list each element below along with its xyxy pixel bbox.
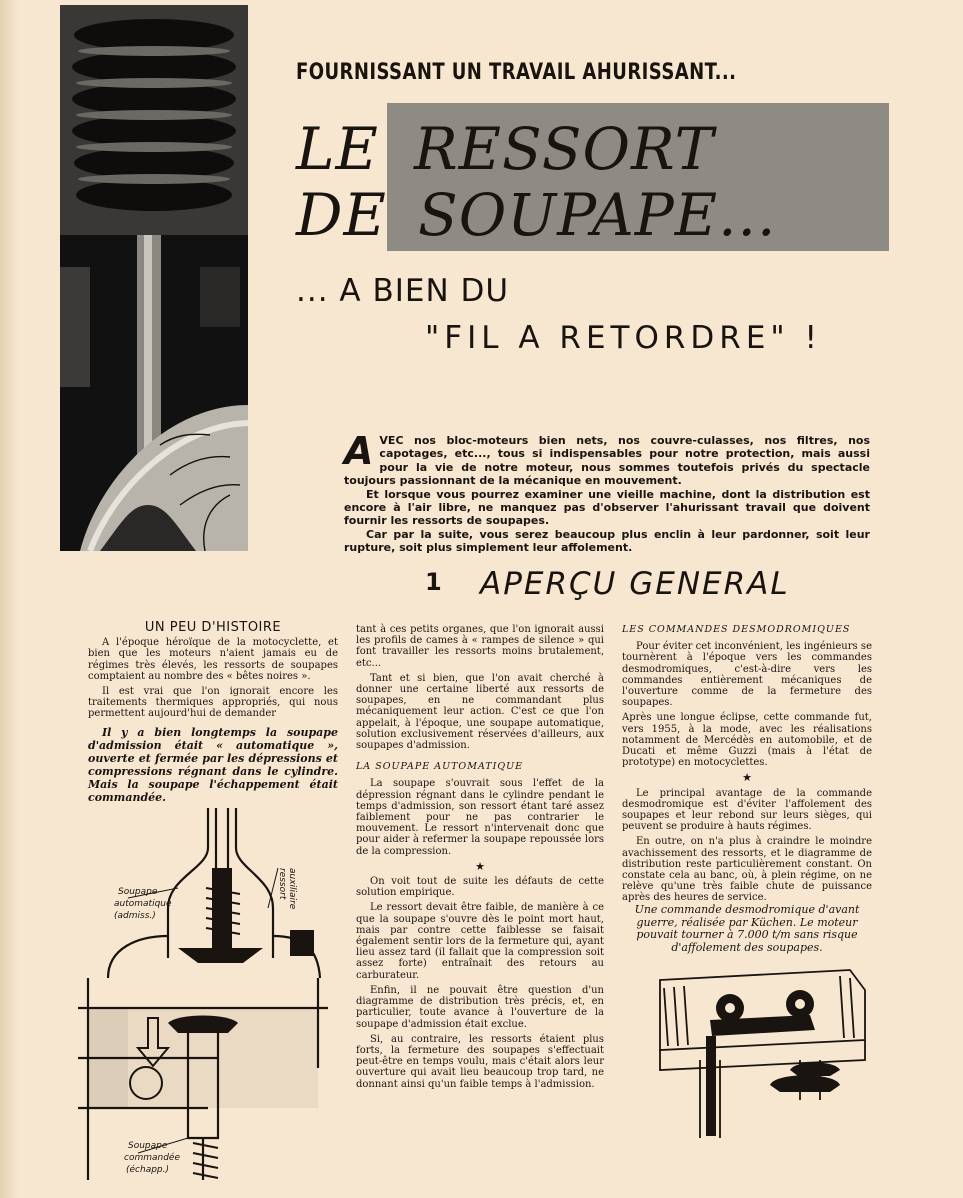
label-automatic-valve-2: automatique — [114, 899, 172, 909]
column-heading: UN PEU D'HISTOIRE — [144, 620, 282, 635]
drop-cap: A — [344, 429, 374, 473]
body-paragraph: tant à ces petits organes, que l'on ignorait aussi les profils de cames à « rampes de silence » qui font travailler les ressorts moins brutalement, etc... — [356, 624, 604, 669]
figure-caption: Il y a bien longtemps la soupape d'admission était « automatique », ouverte et fermée par les dépressions et compressions régnant dans le cylindre. Mais la soupape l'échappement était commandée. — [88, 725, 338, 804]
body-paragraph: Enfin, il ne pouvait être question d'un diagramme de distribution très précis, et, en particulier, toute avance à l'ouverture de la soupape d'admission était exclue. — [356, 984, 604, 1030]
label-automatic-valve: Soupape — [118, 887, 158, 897]
title-word-ressort: RESSORT — [414, 115, 715, 183]
body-paragraph: Après une longue éclipse, cette commande fut, vers 1955, à la mode, avec les réalisations notamment de Mercédès en automobile, et de Ducati et même Guzzi (mais à l'état de prototype) en motocyclettes. — [622, 712, 872, 769]
label-auxiliary-spring-2: auxiliaire — [287, 868, 297, 910]
column-history — [88, 622, 338, 808]
label-auxiliary-spring: ressort — [277, 868, 287, 900]
title-word-soupape: SOUPAPE... — [418, 181, 777, 249]
section-number: 1 — [425, 568, 442, 596]
column-automatic-valve — [356, 624, 604, 1094]
title-word-de: DE — [296, 181, 387, 249]
body-paragraph: A l'époque héroïque de la motocyclette, et bien que les moteurs n'aient jamais eu de régimes très élevés, les ressorts de soupapes comptaient au nombre des « bêtes noires ». — [88, 637, 338, 682]
label-commanded-valve-3: (échapp.) — [126, 1165, 170, 1175]
label-commanded-valve: Soupape — [128, 1141, 168, 1151]
body-paragraph: Le principal avantage de la commande desmodromique est d'éviter l'affolement des soupapes et leur rebond sur leurs sièges, qui peuvent se produire à hauts régimes. — [622, 787, 872, 833]
subtitle-line-1: ... A BIEN DU — [296, 273, 510, 309]
body-paragraph: La soupape s'ouvrait sous l'effet de la dépression régnant dans le cylindre pendant le temps d'admission, son ressort étant taré assez faiblement pour ne pas contrarier le mouvement. Le ressort n'intervenait donc que pour aider à refermer la soupape repoussée lors de la compression. — [356, 778, 604, 857]
separator-star: ★ — [742, 771, 752, 785]
label-automatic-valve-3: (admiss.) — [114, 911, 156, 921]
subtitle-line-2: "FIL A RETORDRE" ! — [425, 320, 822, 356]
page-edge — [0, 0, 18, 1198]
body-paragraph: En outre, on n'a plus à craindre le moindre avachissement des ressorts, et le diagramme de distribution reste particulièrement constant. On constate cela au banc, où, à plein régime, on ne relève qu'une très faible chute de puissance après des heures de service. — [622, 836, 872, 904]
automatic-valve-drawing — [68, 808, 338, 1180]
intro-paragraph: Et lorsque vous pourrez examiner une vieille machine, dont la distribution est encore à l'air libre, ne manquez pas d'observer l'ahurissant travail que doivent fournir les ressorts de soupapes. — [344, 487, 870, 528]
intro-paragraph: Car par la suite, vous serez beaucoup plus enclin à leur pardonner, soit leur rupture, soit plus simplement leur affolement. — [344, 527, 870, 555]
title-word-le: LE — [296, 115, 379, 183]
body-paragraph: Il est vrai que l'on ignorait encore les traitements thermiques appropriés, qui nous permettent aujourd'hui de demander — [88, 686, 338, 720]
column-desmodromic — [622, 624, 872, 908]
subsection-heading: LA SOUPAPE AUTOMATIQUE — [356, 761, 524, 773]
separator-star: ★ — [475, 859, 485, 873]
intro-paragraphs — [344, 429, 870, 555]
figure-caption-desmodromic: Une commande desmodromique d'avant guerre, réalisée par Küchen. Le moteur pouvait tourner à 7.000 t/m sans risque d'affolement des soupapes. — [634, 903, 860, 954]
kicker-headline: FOURNISSANT UN TRAVAIL AHURISSANT... — [296, 60, 737, 85]
valve-spring-photo — [60, 5, 248, 551]
intro-paragraph — [344, 429, 870, 488]
body-paragraph: Le ressort devait être faible, de manière à ce que la soupape s'ouvre dès le point mort haut, mais par contre cette faiblesse se faisait également sentir lors de la fermeture qui, ayant lieu assez tard (il fallait que la compression soit assez forte) entraînait des retours au carburateur. — [356, 902, 604, 981]
desmodromic-drawing — [650, 960, 870, 1138]
body-paragraph: Tant et si bien, que l'on avait cherché à donner une certaine liberté aux ressorts de soupapes, en ne commandant plus mécaniquement leur action. C'est ce que l'on appelait, à l'époque, une soupape automatique, solution exclusivement réservées d'ailleurs, aux soupapes d'admission. — [356, 672, 604, 752]
subsection-heading: LES COMMANDES DESMODROMIQUES — [622, 624, 851, 635]
body-paragraph: Pour éviter cet inconvénient, les ingénieurs se tournèrent à l'époque vers les commandes desmodromiques, c'est-à-dire vers les commandes entièrement mécaniques de l'ouverture comme de la fermeture des soupapes. — [622, 641, 872, 709]
label-commanded-valve-2: commandée — [124, 1153, 180, 1163]
section-title: APERÇU GENERAL — [480, 566, 790, 602]
body-paragraph: On voit tout de suite les défauts de cette solution empirique. — [356, 876, 604, 899]
intro-text-1: VEC nos bloc-moteurs bien nets, nos couvre-culasses, nos filtres, nos capotages, etc..., tous si indispensables pour notre protection, mais aussi pour la vie de notre moteur, nous sommes toutefois privés du spectacle toujours passionnant de la mécanique en mouvement. — [344, 434, 870, 488]
body-paragraph: Si, au contraire, les ressorts étaient plus forts, la fermeture des soupapes s'effectuait peut-être en temps voulu, mais c'était alors leur ouverture qui avait lieu beaucoup trop tard, ne donnant ainsi qu'un faible temps à l'admission. — [356, 1033, 604, 1090]
